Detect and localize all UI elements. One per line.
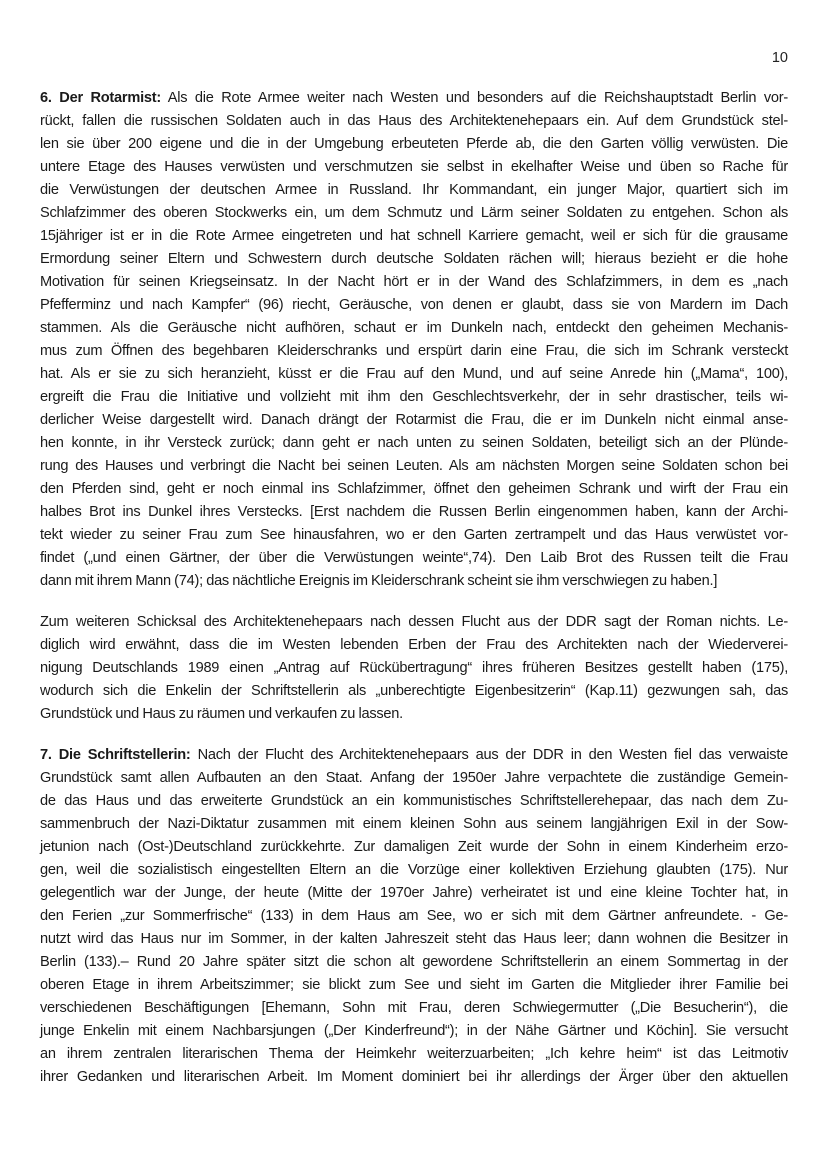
paragraph-schriftstellerin (40, 744, 788, 1089)
text-line: die Verwüstungen der deutschen Armee in Russland. Ihr Kommandant, ein junger Major, quartiert sich im (40, 182, 788, 198)
section-heading: 7. Die Schriftstellerin: (40, 747, 191, 763)
text-line: jetunion nach (Ost-)Deutschland zurückkehrte. Zur damaligen Zeit wurde der Sohn in einem Kinderheim erzo- (40, 839, 788, 855)
text-line: wodurch sich die Enkelin der Schriftstellerin als „unberechtigte Eigenbesitzerin“ (Kap.11) gezwungen sah, das (40, 683, 788, 699)
text-line: rückt, fallen die russischen Soldaten auch in das Haus des Architektenehepaars ein. Auf dem Grundstück stel- (40, 113, 788, 129)
page-number: 10 (771, 50, 788, 66)
text-line: mus zum Öffnen des begehbaren Kleiderschranks und erspürt darin eine Frau, die sich im Schrank versteckt (40, 343, 788, 359)
text-line: Motivation für seinen Kriegseinsatz. In der Nacht hört er in der Wand des Schlafzimmers, in dem es „nach (40, 274, 788, 290)
text-line: halbes Brot ins Dunkel ihres Verstecks. [Erst nachdem die Russen Berlin eingenommen haben, kann der Archi- (40, 504, 788, 520)
text-line: sammenbruch der Nazi-Diktatur zusammen mit einem kleinen Sohn aus seinem langjährigen Exil in der Sow- (40, 816, 788, 832)
text-line: an ihrem zentralen literarischen Thema der Heimkehr weiterzuarbeiten; „Ich kehre heim“ ist das Leitmotiv (40, 1046, 788, 1062)
text-line (40, 744, 788, 767)
text-line: gelegentlich war der Junge, der heute (Mitte der 1970er Jahre) verheiratet ist und eine kleine Tochter hat, in (40, 885, 788, 901)
text-run: Nach der Flucht des Architektenehepaars aus der DDR in den Westen fiel das verwaiste (190, 747, 788, 763)
text-line: Pfefferminz und nach Kampfer“ (96) riecht, Geräusche, von denen er glaubt, dass sie von Mardern im Dach (40, 297, 788, 313)
text-line: de das Haus und das erweiterte Grundstück an ein kommunistisches Schriftstellerehepaar, das nach dem Zu- (40, 793, 788, 809)
text-line: den Pferden sind, geht er noch einmal ins Schlafzimmer, öffnet den geheimen Schrank und wirft der Frau ein (40, 481, 788, 497)
text-line: rung des Hauses und verbringt die Nacht bei seinen Leuten. Als am nächsten Morgen seine Soldaten schon bei (40, 458, 788, 474)
text-line: nutzt wird das Haus nur im Sommer, in der kalten Jahreszeit steht das Haus leer; dann wohnen die Besitzer in (40, 931, 788, 947)
text-line: derlicher Weise dargestellt wird. Danach drängt der Rotarmist die Frau, die er im Dunkeln nicht einmal anse- (40, 412, 788, 428)
text-line: stammen. Als die Geräusche nicht aufhören, schaut er im Dunkeln nach, entdeckt den geheimen Mechanis- (40, 320, 788, 336)
text-line: junge Enkelin mit einem Nachbarsjungen („Der Kinderfreund“); in der Nähe Gärtner und Köchin]. Sie versucht (40, 1023, 788, 1039)
text-line: Ermordung seiner Eltern und Schwestern durch deutsche Soldaten rächen will; hieraus bezieht er die hohe (40, 251, 788, 267)
paragraph-rotarmist (40, 87, 788, 593)
text-line: Schlafzimmer des oberen Stockwerks ein, um dem Schmutz und Lärm seiner Soldaten zu entgehen. Schon als (40, 205, 788, 221)
text-line: oberen Etage in ihrem Arbeitszimmer; sie blickt zum See und sieht im Garten die Mitglieder ihrer Familie bei (40, 977, 788, 993)
text-line: ihrer Gedanken und literarischen Arbeit. Im Moment dominiert bei ihr allerdings der Ärger über den aktuellen (40, 1069, 788, 1085)
text-line: ergreift die Frau die Initiative und vollzieht mit ihm den Geschlechtsverkehr, der in sehr drastischer, teils wi- (40, 389, 788, 405)
paragraph-schicksal (40, 611, 788, 726)
text-line: verschiedenen Beschäftigungen [Ehemann, Sohn mit Frau, deren Schwiegermutter („Die Besucherin“), die (40, 1000, 788, 1016)
text-line: den Ferien „zur Sommerfrische“ (133) in dem Haus am See, wo er sich mit dem Gärtner anfreundete. - Ge- (40, 908, 788, 924)
text-line (40, 87, 788, 110)
text-line: diglich wird erwähnt, dass die im Westen lebenden Erben der Frau des Architekten nach der Wiederverei- (40, 637, 788, 653)
text-line: untere Etage des Hauses verwüsten und verschmutzen sie selbst in ekelhafter Weise und üben so Rache für (40, 159, 788, 175)
section-heading: 6. Der Rotarmist: (40, 90, 161, 106)
text-line: 15jähriger ist er in die Rote Armee eingetreten und hat schnell Karriere gemacht, weil er sich für die grausame (40, 228, 788, 244)
text-line: Berlin (133).– Rund 20 Jahre später sitzt die schon alt gewordene Schriftstellerin an einem Sommertag in der (40, 954, 788, 970)
text-line: nigung Deutschlands 1989 einen „Antrag auf Rückübertragung“ ihres früheren Besitzes gestellt haben (175), (40, 660, 788, 676)
text-line: tekt wieder zu seiner Frau zum See hinausfahren, wo er den Garten zertrampelt und das Haus verwüstet vor- (40, 527, 788, 543)
text-line: gen, weil die sozialistisch eingestellten Eltern an die Vorzüge einer kollektiven Erziehung glaubten (175). Nur (40, 862, 788, 878)
text-line: Grundstück samt allen Aufbauten an den Staat. Anfang der 1950er Jahre verpachtete die zuständige Gemein- (40, 770, 788, 786)
text-line: dann mit ihrem Mann (74); das nächtliche Ereignis im Kleiderschrank scheint sie ihm verschwiegen zu haben.] (40, 573, 718, 589)
text-line: hat. Als er sie zu sich heranzieht, küsst er die Frau auf den Mund, und auf seine Anrede hin („Mama“, 100), (40, 366, 788, 382)
text-line: hen konnte, in ihr Versteck zurück; dann geht er nach unten zu seinen Soldaten, beteiligt sich an der Plünde- (40, 435, 788, 451)
text-line: findet („und einen Gärtner, der über die Verwüstungen weinte“,74). Den Laib Brot des Russen teilt die Frau (40, 550, 788, 566)
text-line: len sie über 200 eigene und die in der Umgebung erbeuteten Pferde ab, die den Garten völlig verwüsten. Die (40, 136, 788, 152)
document-body (40, 87, 788, 1107)
text-line: Zum weiteren Schicksal des Architektenehepaars nach dessen Flucht aus der DDR sagt der Roman nichts. Le- (40, 614, 788, 630)
text-run: Als die Rote Armee weiter nach Westen und besonders auf die Reichshauptstadt Berlin vor- (160, 90, 788, 106)
text-line: Grundstück und Haus zu räumen und verkaufen zu lassen. (40, 706, 403, 722)
